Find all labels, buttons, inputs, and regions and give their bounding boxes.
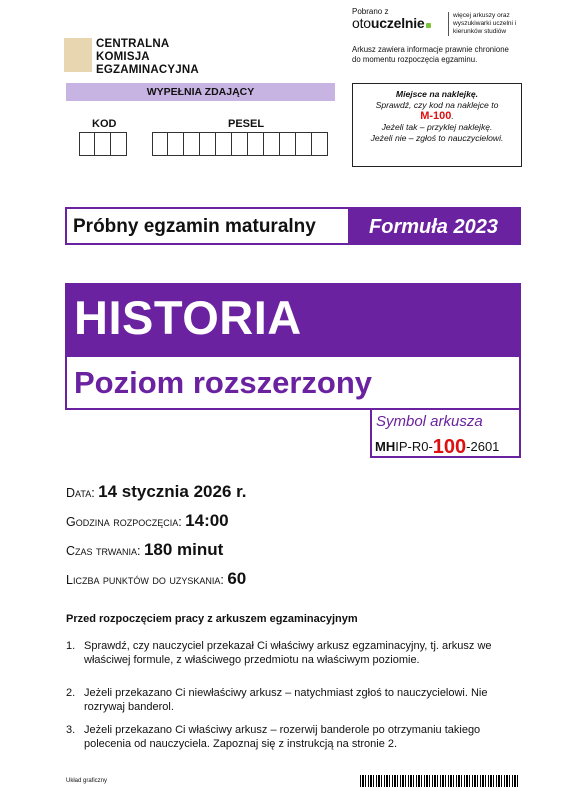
pesel-box[interactable] (312, 132, 328, 156)
pesel-box[interactable] (152, 132, 168, 156)
level-title: Poziom rozszerzony (74, 365, 372, 400)
brand-part-a: oto (352, 15, 371, 31)
sticker-code-suffix: . (451, 111, 454, 121)
kod-box[interactable] (79, 132, 95, 156)
sticker-code: M-100 (420, 110, 452, 122)
pesel-boxes[interactable] (152, 132, 328, 156)
fill-bar: WYPEŁNIA ZDAJĄCY (66, 83, 335, 101)
sticker-line-1: Sprawdź, czy kod na naklejce to (375, 100, 499, 110)
info-label: Data: (66, 486, 99, 500)
instruction-item (66, 723, 506, 751)
kod-label: KOD (92, 118, 117, 130)
logo-line-1: CENTRALNA (96, 38, 170, 50)
barcode-icon (360, 775, 520, 787)
sticker-area (352, 83, 522, 167)
cke-logo-emblem (64, 38, 92, 72)
symbol-part-b: IP-R0- (395, 439, 433, 454)
info-duration (66, 540, 223, 560)
exam-formula: Formuła 2023 (348, 209, 519, 243)
pesel-box[interactable] (264, 132, 280, 156)
pesel-box[interactable] (184, 132, 200, 156)
instruction-text: Jeżeli przekazano Ci właściwy arkusz – rozerwij banderole po otrzymaniu takiego polecenia od nauczyciela. Zapoznaj się z instrukcją na stronie 2. (84, 724, 481, 750)
pesel-box[interactable] (200, 132, 216, 156)
info-label: Godzina rozpoczęcia: (66, 515, 186, 529)
instruction-text: Jeżeli przekazano Ci niewłaściwy arkusz – natychmiast zgłoś to nauczycielowi. Nie rozrywaj banderol. (84, 687, 488, 713)
instruction-text: Sprawdź, czy nauczyciel przekazał Ci właściwy arkusz egzaminacyjny, tj. arkusz we właściwej formule, z właściwego przedmiotu na właściwym poziomie. (84, 640, 492, 666)
sticker-title: Miejsce na naklejkę. (395, 89, 479, 99)
info-value: 14:00 (185, 511, 229, 530)
brand-part-b: uczelnie (370, 15, 425, 31)
info-start-time (66, 511, 229, 531)
info-label: Liczba punktów do uzyskania: (66, 573, 228, 587)
pesel-box[interactable] (168, 132, 184, 156)
sticker-line-3: Jeżeli nie – zgłoś to nauczycielowi. (370, 133, 504, 143)
instruction-number: 3. (66, 724, 76, 736)
instruction-item (66, 686, 506, 714)
info-date (66, 482, 247, 502)
symbol-code (375, 436, 499, 459)
kod-box[interactable] (95, 132, 111, 156)
source-small: Pobrano z (352, 7, 389, 16)
symbol-label: Symbol arkusza (376, 413, 483, 430)
kod-boxes[interactable] (79, 132, 127, 156)
brand-dot-icon (426, 23, 431, 28)
symbol-part-a: MH (375, 439, 396, 454)
footer-note: Układ graficzny (66, 778, 108, 784)
info-points (66, 569, 246, 589)
source-side-text: więcej arkuszy oraz wyszukiwarki uczelni i kierunków studiów (448, 12, 523, 36)
info-value: 14 stycznia 2026 r. (98, 482, 247, 501)
instruction-number: 2. (66, 687, 76, 699)
pesel-box[interactable] (296, 132, 312, 156)
instruction-item (66, 639, 506, 667)
source-brand (352, 15, 431, 31)
symbol-part-c: 100 (432, 436, 467, 458)
pesel-box[interactable] (232, 132, 248, 156)
pesel-label: PESEL (228, 118, 265, 130)
kod-box[interactable] (111, 132, 127, 156)
logo-line-2: KOMISJA (96, 51, 150, 63)
subject-title: HISTORIA (74, 291, 302, 344)
logo-line-3: EGZAMINACYJNA (96, 64, 199, 76)
info-value: 60 (227, 569, 247, 588)
sticker-line-2: Jeżeli tak – przyklej naklejkę. (381, 122, 493, 132)
symbol-part-d: -2601 (466, 439, 500, 454)
info-label: Czas trwania: (66, 544, 144, 558)
institution-name (96, 38, 199, 77)
instructions-heading: Przed rozpoczęciem pracy z arkuszem egzaminacyjnym (66, 613, 358, 625)
pesel-box[interactable] (248, 132, 264, 156)
info-value: 180 minut (143, 540, 224, 559)
pesel-box[interactable] (216, 132, 232, 156)
protected-notice: Arkusz zawiera informacje prawnie chronione do momentu rozpoczęcia egzaminu. (352, 45, 509, 64)
instruction-number: 1. (66, 640, 76, 652)
pesel-box[interactable] (280, 132, 296, 156)
exam-type: Próbny egzamin maturalny (73, 216, 316, 237)
